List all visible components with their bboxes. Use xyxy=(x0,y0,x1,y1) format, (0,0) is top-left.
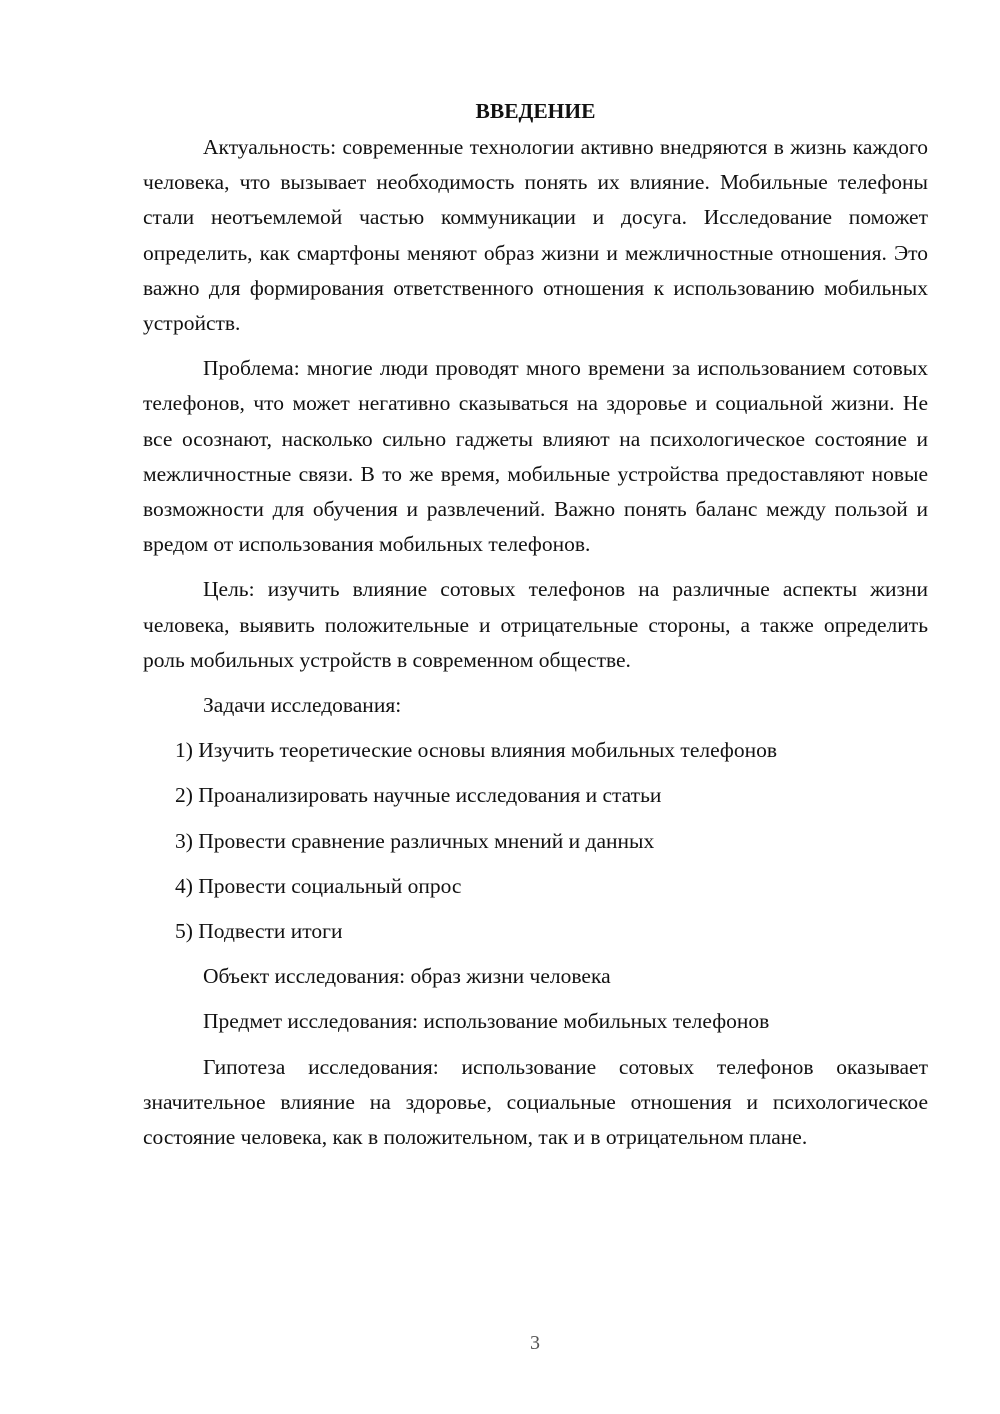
hypothesis-paragraph: Гипотеза исследования: использование сотовых телефонов оказывает значительное влияние на здоровье, социальные отношения и психологическое состояние человека, как в положительном, так и в отрицательном плане. xyxy=(143,1054,928,1150)
document-body xyxy=(143,94,928,1165)
list-item: 2) Проанализировать научные исследования и статьи xyxy=(175,783,662,808)
tasks-heading: Задачи исследования: xyxy=(203,693,402,718)
goal-paragraph: Цель: изучить влияние сотовых телефонов на различные аспекты жизни человека, выявить положительные и отрицательные стороны, а также определить роль мобильных устройств в современном обществе. xyxy=(143,577,928,672)
object-paragraph: Объект исследования: образ жизни человека xyxy=(203,964,611,989)
list-item: 5) Подвести итоги xyxy=(175,919,343,944)
tasks-list xyxy=(143,733,928,949)
problem-paragraph: Проблема: многие люди проводят много времени за использованием сотовых телефонов, что может негативно сказываться на здоровье и социальной жизни. Не все осознают, насколько сильно гаджеты влияют на психологическое состояние и межличностные связи. В то же время, мобильные устройства предоставляют новые возможности для обучения и развлечений. Важно понять баланс между пользой и вредом от использования мобильных телефонов. xyxy=(143,356,928,557)
list-item: 4) Провести социальный опрос xyxy=(175,873,462,898)
page-number: 3 xyxy=(530,1332,540,1354)
subject-paragraph: Предмет исследования: использование мобильных телефонов xyxy=(203,1009,770,1034)
list-item: 3) Провести сравнение различных мнений и данных xyxy=(175,828,655,853)
relevance-paragraph: Актуальность: современные технологии активно внедряются в жизнь каждого человека, что вызывает необходимость понять их влияние. Мобильные телефоны стали неотъемлемой частью коммуникации и досуга. Исследование поможет определить, как смартфоны меняют образ жизни и межличностные отношения. Это важно для формирования ответственного отношения к использованию мобильных устройств. xyxy=(143,135,928,336)
list-item: 1) Изучить теоретические основы влияния мобильных телефонов xyxy=(175,738,777,763)
section-title: ВВЕДЕНИЕ xyxy=(475,99,596,123)
